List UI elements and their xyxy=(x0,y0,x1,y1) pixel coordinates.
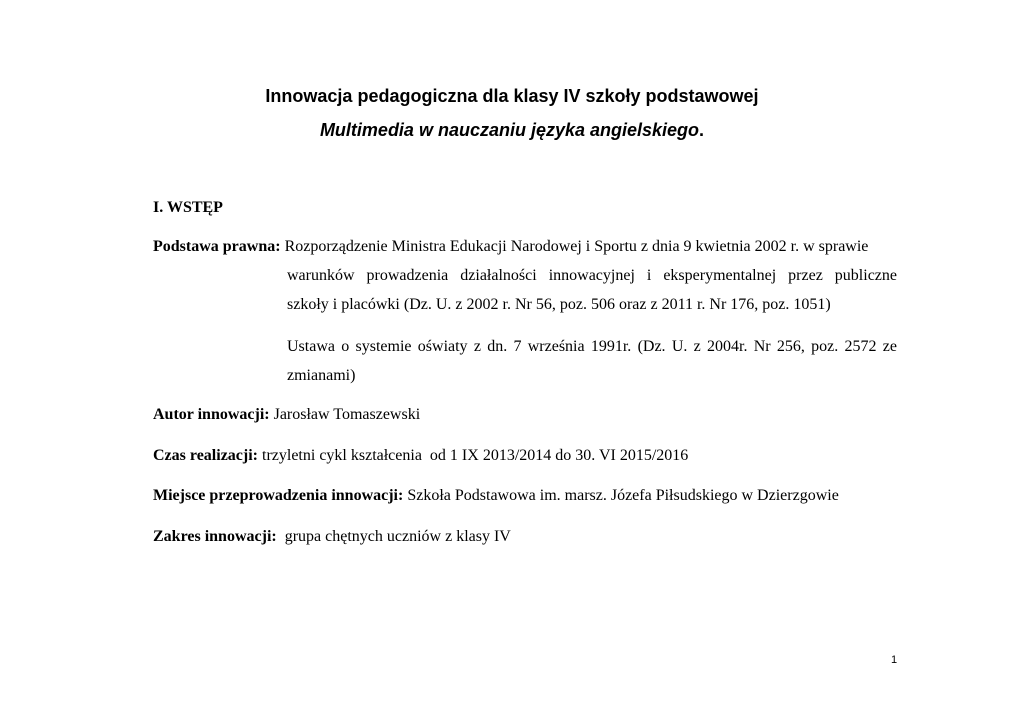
education-act-line: zmianami) xyxy=(287,367,356,384)
place-value: Szkoła Podstawowa im. marsz. Józefa Piłsudskiego w Dzierzgowie xyxy=(403,487,839,504)
duration-label: Czas realizacji: xyxy=(153,447,258,464)
legal-basis-continuation xyxy=(287,266,897,324)
scope-value: grupa chętnych uczniów z klasy IV xyxy=(276,528,511,545)
duration-value: trzyletni cykl kształcenia od 1 IX 2013/2014 do 30. VI 2015/2016 xyxy=(258,447,689,464)
document-title: Innowacja pedagogiczna dla klasy IV szkoły podstawowej xyxy=(265,86,759,106)
subtitle-period: . xyxy=(699,120,705,140)
education-act-reference xyxy=(287,337,897,395)
page-number: 1 xyxy=(890,654,898,666)
place-label: Miejsce przeprowadzenia innowacji: xyxy=(153,487,404,504)
place-row xyxy=(153,486,839,506)
legal-basis-row xyxy=(153,237,868,257)
scope-row xyxy=(153,527,511,547)
author-value: Jarosław Tomaszewski xyxy=(269,406,421,423)
document-subtitle xyxy=(0,118,1024,142)
legal-basis-label: Podstawa prawna: xyxy=(153,238,281,255)
author-label: Autor innowacji: xyxy=(153,406,270,423)
subtitle-text: Multimedia w nauczaniu języka angielskiego xyxy=(319,120,700,140)
section-heading: I. WSTĘP xyxy=(153,199,223,216)
scope-label: Zakres innowacji: xyxy=(153,528,277,545)
legal-basis-line: warunków prowadzenia działalności innowacyjnej i eksperymentalnej przez publiczne xyxy=(287,267,897,284)
duration-row xyxy=(153,446,688,466)
author-row xyxy=(153,405,420,425)
education-act-line: Ustawa o systemie oświaty z dn. 7 września 1991r. (Dz. U. z 2004r. Nr 256, poz. 2572 ze xyxy=(287,338,897,355)
legal-basis-line: szkoły i placówki (Dz. U. z 2002 r. Nr 56, poz. 506 oraz z 2011 r. Nr 176, poz. 1051) xyxy=(287,296,831,313)
legal-basis-first-line: Rozporządzenie Ministra Edukacji Narodowej i Sportu z dnia 9 kwietnia 2002 r. w sprawie xyxy=(280,238,869,255)
